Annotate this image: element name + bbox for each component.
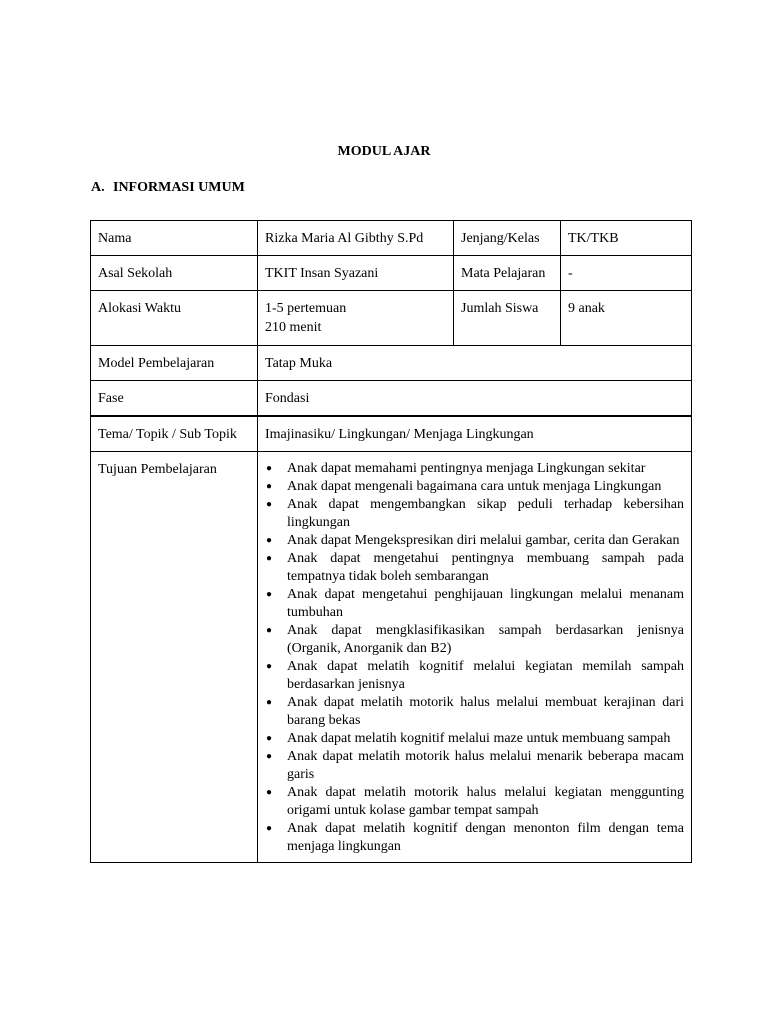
table-row-tujuan-pembelajaran — [91, 452, 692, 863]
list-item: ● Anak dapat mengetahui pentingnya membuang sampah pada tempatnya tidak boleh sembarangan — [265, 550, 684, 586]
value-mata-pelajaran: - — [561, 256, 692, 291]
table-row-asal-sekolah — [91, 256, 692, 291]
table-row-tema — [91, 416, 692, 452]
list-item: ● Anak dapat mengenali bagaimana cara untuk menjaga Lingkungan — [265, 478, 684, 496]
value-asal-sekolah: TKIT Insan Syazani — [258, 256, 454, 291]
label-tema: Tema/ Topik / Sub Topik — [91, 416, 258, 452]
label-jenjang-kelas: Jenjang/Kelas — [454, 221, 561, 256]
goals-list — [265, 460, 684, 856]
label-alokasi-waktu: Alokasi Waktu — [91, 291, 258, 346]
label-nama: Nama — [91, 221, 258, 256]
list-item: ● Anak dapat melatih kognitif dengan menonton film dengan tema menjaga lingkungan — [265, 820, 684, 856]
value-tujuan-pembelajaran — [258, 452, 692, 863]
list-item: ● Anak dapat mengetahui penghijauan lingkungan melalui menanam tumbuhan — [265, 586, 684, 622]
table-row-nama — [91, 221, 692, 256]
label-asal-sekolah: Asal Sekolah — [91, 256, 258, 291]
table-row-alokasi-waktu — [91, 291, 692, 346]
value-tema: Imajinasiku/ Lingkungan/ Menjaga Lingkungan — [258, 416, 692, 452]
value-alokasi-waktu — [258, 291, 454, 346]
value-jumlah-siswa: 9 anak — [561, 291, 692, 346]
label-mata-pelajaran: Mata Pelajaran — [454, 256, 561, 291]
list-item: ● Anak dapat mengklasifikasikan sampah berdasarkan jenisnya (Organik, Anorganik dan B2) — [265, 622, 684, 658]
list-item: ● Anak dapat melatih motorik halus melalui menarik beberapa macam garis — [265, 748, 684, 784]
label-fase: Fase — [91, 381, 258, 417]
list-item: ● Anak dapat melatih kognitif melalui maze untuk membuang sampah — [265, 730, 684, 748]
value-fase: Fondasi — [258, 381, 692, 417]
section-title: INFORMASI UMUM — [113, 180, 245, 195]
value-alokasi-menit: 210 menit — [265, 320, 322, 335]
table-row-model-pembelajaran — [91, 346, 692, 381]
value-alokasi-pertemuan: 1-5 pertemuan — [265, 301, 347, 316]
list-item: ● Anak dapat melatih kognitif melalui kegiatan memilah sampah berdasarkan jenisnya — [265, 658, 684, 694]
table-row-fase — [91, 381, 692, 417]
label-tujuan-pembelajaran: Tujuan Pembelajaran — [91, 452, 258, 863]
info-table — [90, 220, 692, 863]
list-item: ● Anak dapat melatih motorik halus melalui kegiatan menggunting origami untuk kolase gambar tempat sampah — [265, 784, 684, 820]
section-letter: A. — [91, 180, 105, 195]
label-model-pembelajaran: Model Pembelajaran — [91, 346, 258, 381]
label-jumlah-siswa: Jumlah Siswa — [454, 291, 561, 346]
value-nama: Rizka Maria Al Gibthy S.Pd — [258, 221, 454, 256]
list-item: ● Anak dapat mengembangkan sikap peduli terhadap kebersihan lingkungan — [265, 496, 684, 532]
document-title: MODUL AJAR — [337, 144, 431, 159]
value-model-pembelajaran: Tatap Muka — [258, 346, 692, 381]
section-heading — [91, 179, 245, 197]
list-item: ● Anak dapat Mengekspresikan diri melalui gambar, cerita dan Gerakan — [265, 532, 684, 550]
value-jenjang-kelas: TK/TKB — [561, 221, 692, 256]
list-item: ● Anak dapat melatih motorik halus melalui membuat kerajinan dari barang bekas — [265, 694, 684, 730]
list-item: ● Anak dapat memahami pentingnya menjaga Lingkungan sekitar — [265, 460, 684, 478]
